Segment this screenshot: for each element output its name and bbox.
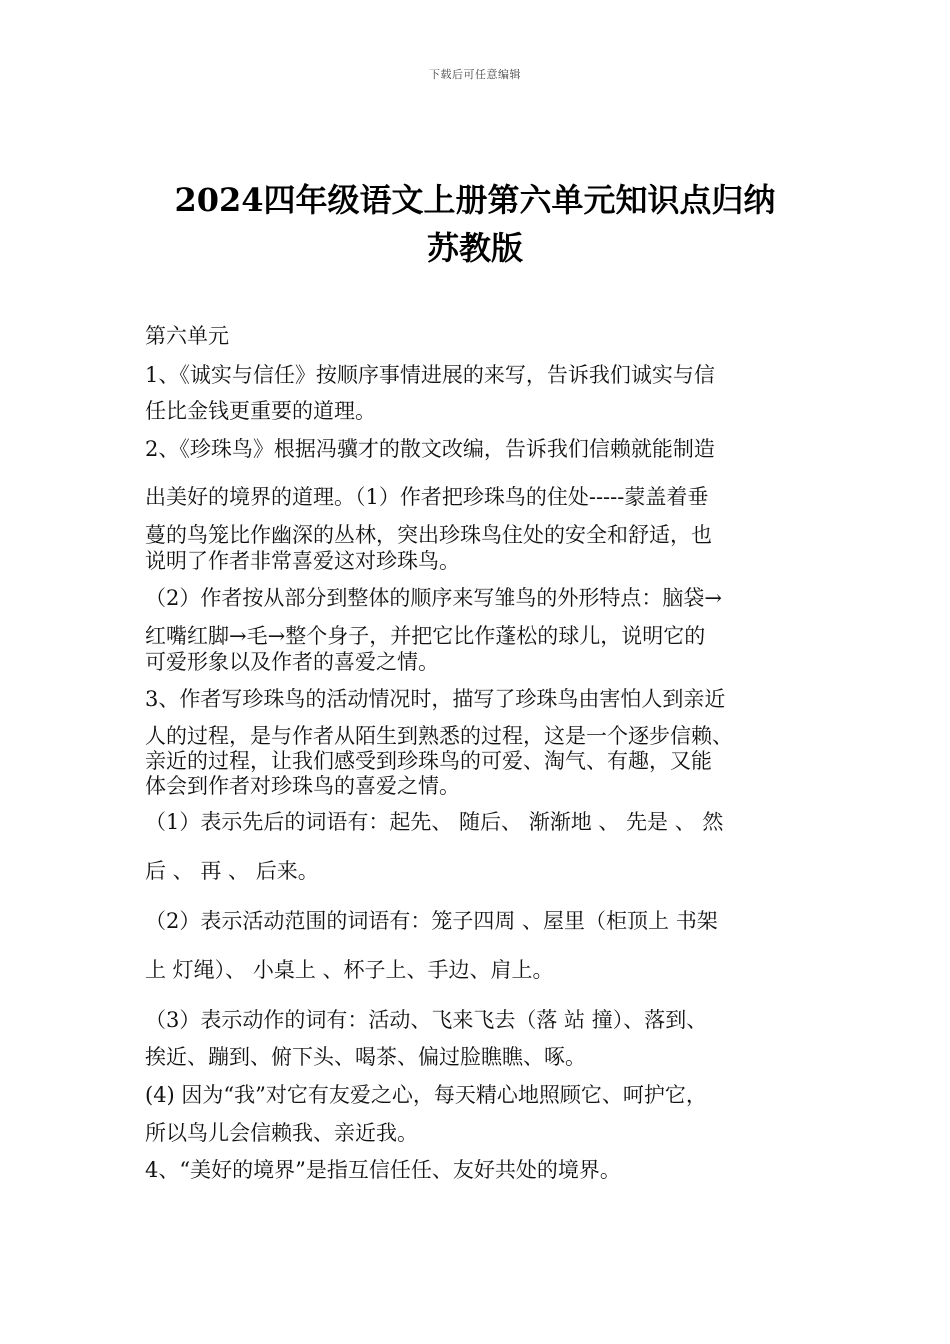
body-line: 上 灯绳）、 小桌上 、杯子上、手边、肩上。	[145, 958, 554, 982]
body-line: 4、“美好的境界”是指互信任任、友好共处的境界。	[145, 1158, 621, 1182]
body-line: 亲近的过程，让我们感受到珍珠鸟的可爱、淘气、有趣，又能	[145, 749, 712, 773]
body-line: 出美好的境界的道理。（1）作者把珍珠鸟的住处-----蒙盖着垂	[145, 485, 709, 509]
section-heading: 第六单元	[145, 324, 229, 348]
body-line: 人的过程，是与作者从陌生到熟悉的过程，这是一个逐步信赖、	[145, 724, 733, 748]
header-note: 下载后可任意编辑	[429, 68, 521, 81]
body-line: （3）表示动作的词有：活动、飞来飞去（落 站 撞）、落到、	[145, 1008, 708, 1032]
body-line: 2、《珍珠鸟》根据冯骥才的散文改编，告诉我们信赖就能制造	[145, 437, 715, 461]
document-title-line-2: 苏教版	[426, 229, 523, 267]
body-line: 可爱形象以及作者的喜爱之情。	[145, 650, 439, 674]
document-title-line-1: 2024四年级语文上册第六单元知识点归纳	[174, 181, 776, 219]
body-line: 体会到作者对珍珠鸟的喜爱之情。	[145, 774, 460, 798]
body-line: （2）表示活动范围的词语有：笼子四周 、屋里（柜顶上 书架	[145, 909, 718, 933]
body-line: (4) 因为“我”对它有友爱之心，每天精心地照顾它、呵护它，	[145, 1083, 707, 1107]
body-line: 挨近、蹦到、俯下头、喝茶、偏过脸瞧瞧、啄。	[145, 1045, 586, 1069]
body-line: 3、作者写珍珠鸟的活动情况时，描写了珍珠鸟由害怕人到亲近	[145, 687, 726, 711]
body-line: 1、《诚实与信任》按顺序事情进展的来写，告诉我们诚实与信	[145, 363, 715, 387]
body-line: 后 、 再 、 后来。	[145, 859, 319, 883]
body-line: 红嘴红脚→毛→整个身子，并把它比作蓬松的球儿，说明它的	[145, 624, 706, 648]
body-line: 任比金钱更重要的道理。	[145, 399, 376, 423]
body-line: 所以鸟儿会信赖我、亲近我。	[145, 1121, 418, 1145]
body-line: （1）表示先后的词语有：起先、 随后、 渐渐地 、 先是 、 然	[145, 810, 724, 834]
body-line: （2）作者按从部分到整体的顺序来写雏鸟的外形特点：脑袋→	[145, 586, 722, 610]
body-line: 说明了作者非常喜爱这对珍珠鸟。	[145, 549, 460, 573]
body-line: 蔓的鸟笼比作幽深的丛林，突出珍珠鸟住处的安全和舒适，也	[145, 523, 712, 547]
